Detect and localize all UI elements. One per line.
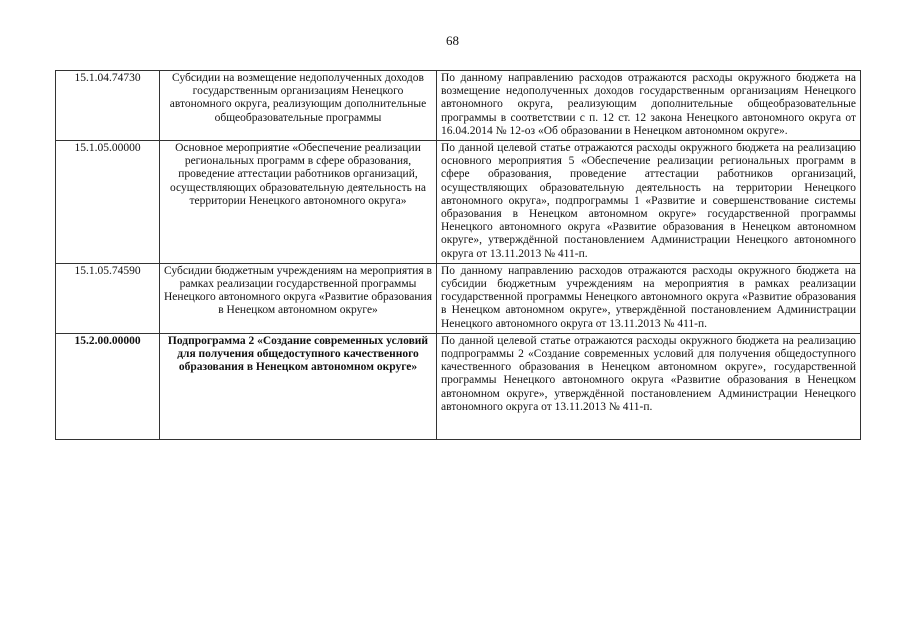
row-name: Основное мероприятие «Обеспечение реализации региональных программ в сфере образования, проведение аттестации работников организаций, осуществляющих образовательную деятельность на территории Ненецкого автономного округа» — [160, 141, 437, 264]
row-name: Субсидии бюджетным учреждениям на мероприятия в рамках реализации государственной программы Ненецкого автономного округа «Развитие образования в Ненецком автономном округе» — [160, 263, 437, 333]
page-number: 68 — [446, 33, 459, 48]
row-code: 15.2.00.00000 — [56, 333, 160, 439]
row-name: Подпрограмма 2 «Создание современных условий для получения общедоступного качественного образования в Ненецком автономном округе» — [160, 333, 437, 439]
row-name: Субсидии на возмещение недополученных доходов государственным организациям Ненецкого автономного округа, реализующим дополнительные общеобразовательные программы — [160, 71, 437, 141]
budget-classification-table — [55, 70, 861, 440]
row-description: По данной целевой статье отражаются расходы окружного бюджета на реализацию основного мероприятия 5 «Обеспечение реализации региональных программ в сфере образования, проведение аттестации работников организаций, осуществляющих образовательную деятельность на территории Ненецкого автономного округа», подпрограммы 1 «Развитие и совершенствование системы образования в Ненецком автономном округе» государственной программы Ненецкого автономного округа «Развитие образования в Ненецком автономном округе», утверждённой постановлением Администрации Ненецкого автономного округа от 13.11.2013 № 411-п. — [437, 141, 861, 264]
table-row — [56, 333, 861, 439]
row-code: 15.1.04.74730 — [56, 71, 160, 141]
row-description: По данной целевой статье отражаются расходы окружного бюджета на реализацию подпрограммы 2 «Создание современных условий для получения общедоступного качественного образования в Ненецком автономном округе», государственной программы Ненецкого автономного округа «Развитие образования в Ненецком автономном округе», утверждённой постановлением Администрации Ненецкого автономного округа от 13.11.2013 № 411-п. — [437, 333, 861, 439]
table-row — [56, 141, 861, 264]
table-row — [56, 71, 861, 141]
table-row — [56, 263, 861, 333]
row-code: 15.1.05.00000 — [56, 141, 160, 264]
row-code: 15.1.05.74590 — [56, 263, 160, 333]
row-description: По данному направлению расходов отражаются расходы окружного бюджета на субсидии бюджетным учреждениям на мероприятия в рамках реализации государственной программы Ненецкого автономного округа «Развитие образования в Ненецком автономном округе», утверждённой постановлением Администрации Ненецкого автономного округа от 13.11.2013 № 411-п. — [437, 263, 861, 333]
row-description: По данному направлению расходов отражаются расходы окружного бюджета на возмещение недополученных доходов государственным организациям Ненецкого автономного округа, реализующим дополнительные общеобразовательные программы в соответствии с п. 12 ст. 12 закона Ненецкого автономного округа от 16.04.2014 № 12-оз «Об образовании в Ненецком автономном округе». — [437, 71, 861, 141]
